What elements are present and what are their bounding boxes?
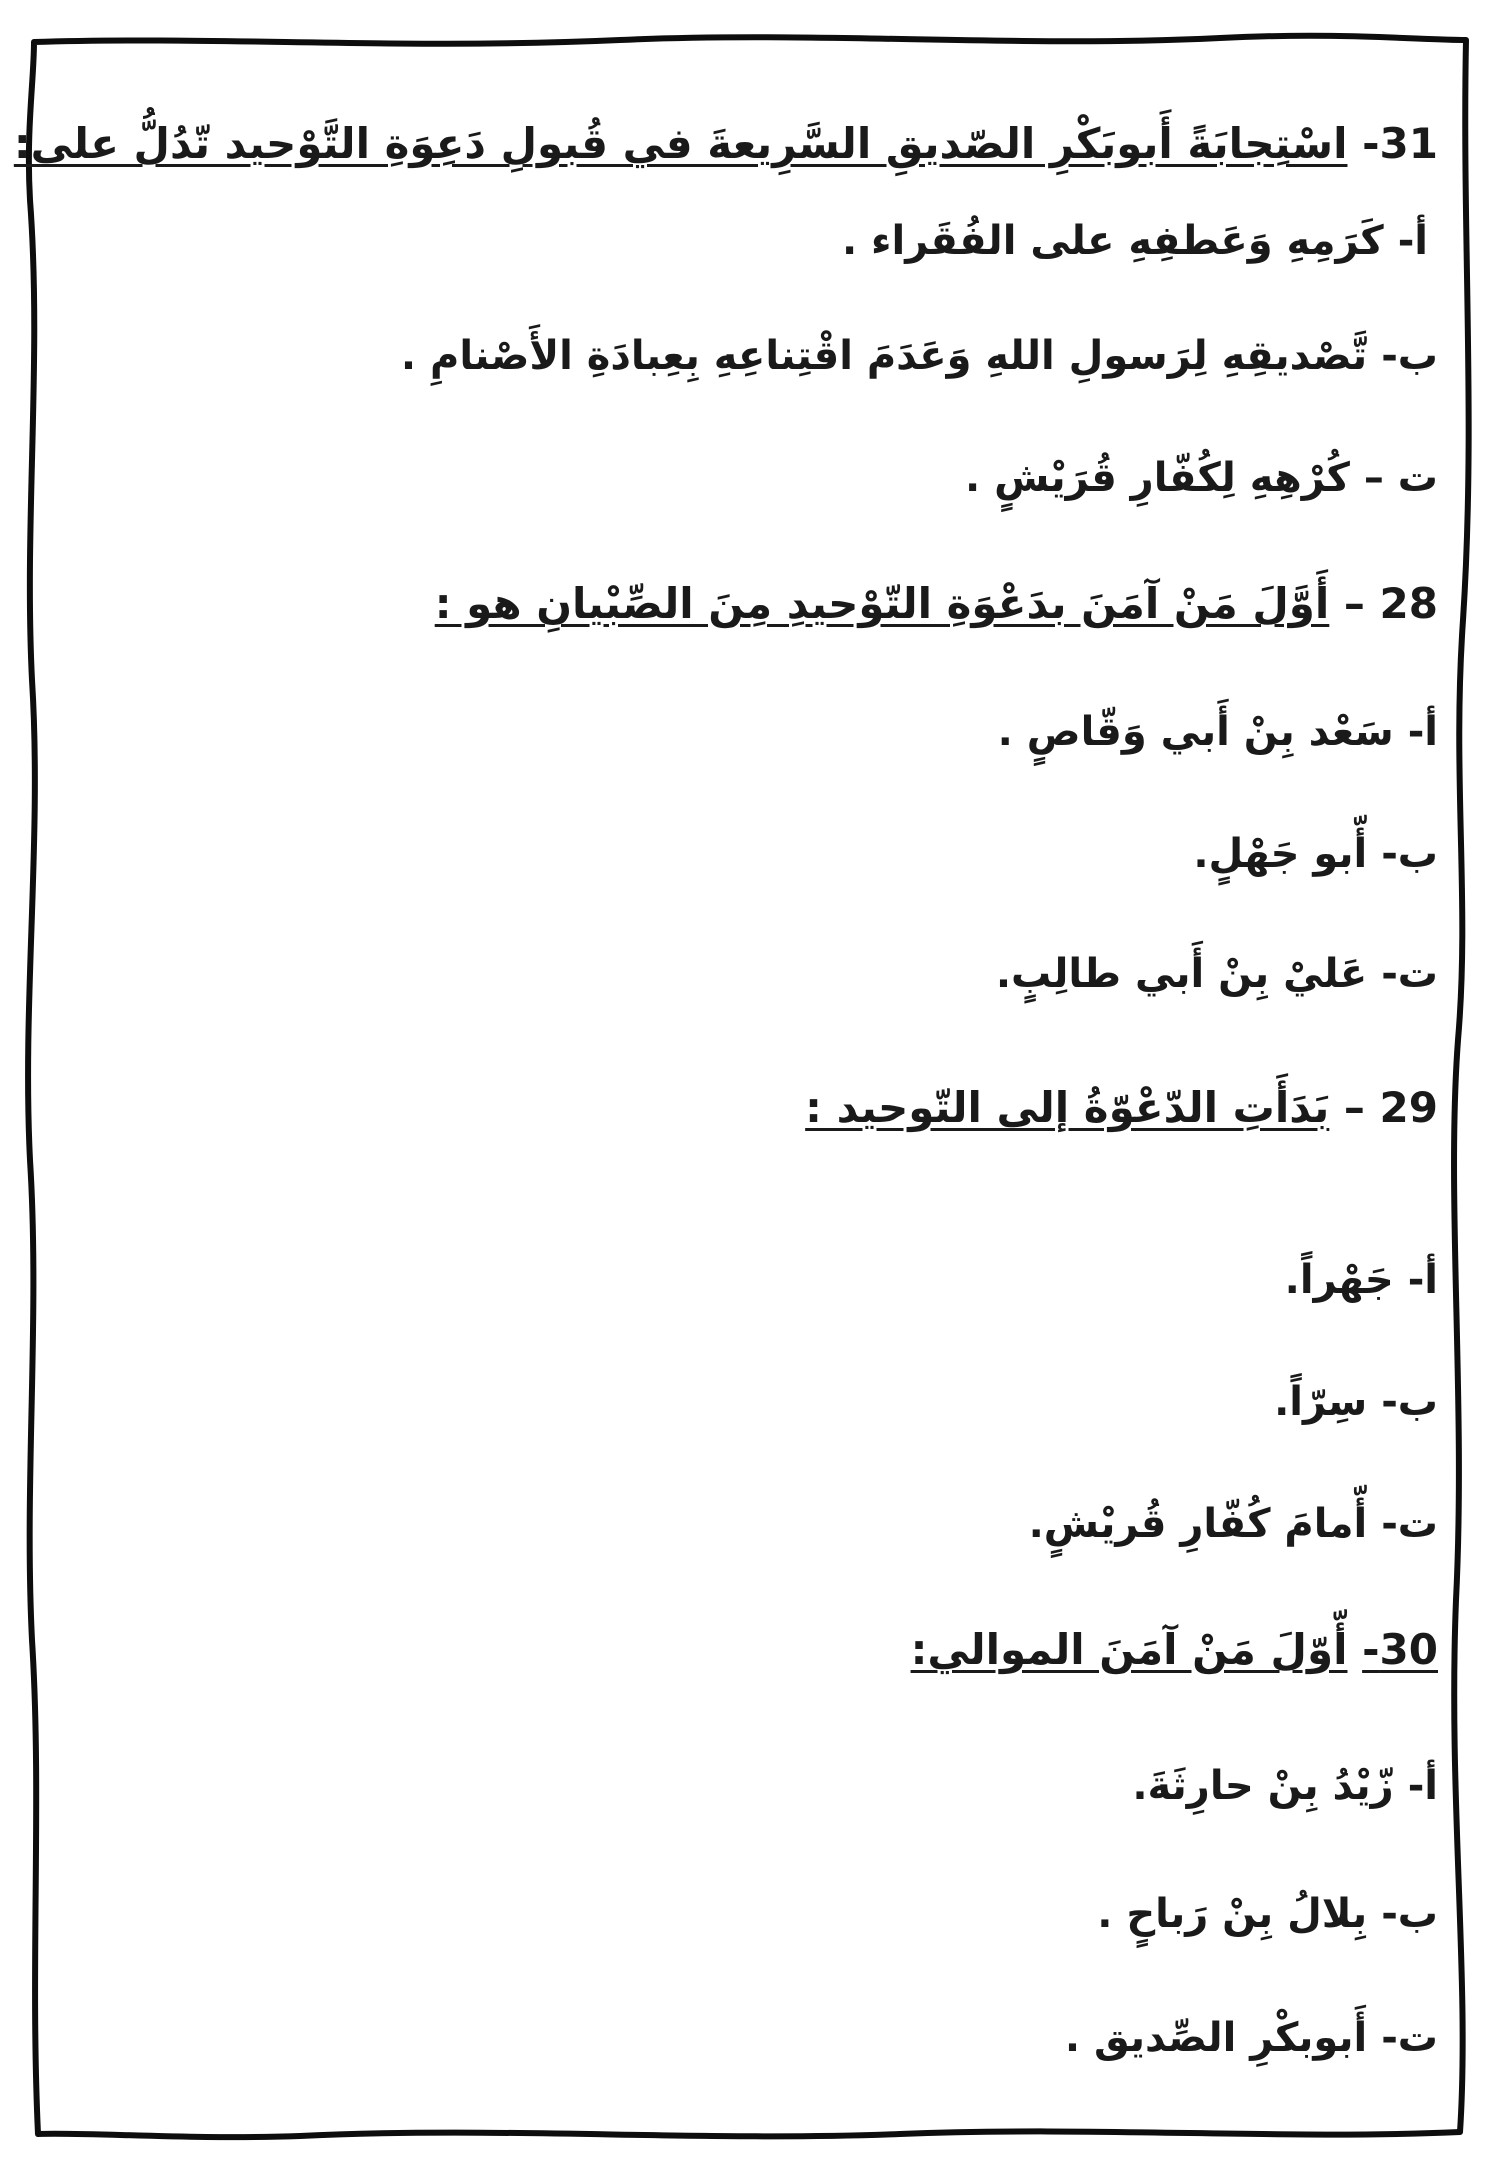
question-number: 29 – xyxy=(1343,1083,1438,1132)
option-text: عَليْ بِنْ أَبي طالِبٍ. xyxy=(995,951,1368,997)
option-text: أّمامَ كُفّارِ قُريْشٍ. xyxy=(1028,1501,1368,1547)
question-30-option-c xyxy=(1065,2012,1438,2064)
question-28-option-a xyxy=(998,706,1438,758)
option-text: تَّصْديقِهِ لِرَسولِ اللهِ وَعَدَمَ اقْتِناعِهِ بِعِبادَةِ الأَصْنامِ . xyxy=(400,333,1368,379)
option-letter: ب- xyxy=(1381,831,1438,877)
question-number: 28 – xyxy=(1343,579,1438,628)
option-letter: ب- xyxy=(1381,1891,1438,1937)
option-letter: ب- xyxy=(1381,333,1438,379)
question-28-option-c xyxy=(996,948,1438,1000)
option-text: زّيْدُ بِنْ حارِثَةَ. xyxy=(1132,1763,1394,1809)
question-29-option-a xyxy=(1285,1254,1438,1306)
question-30-option-b xyxy=(1097,1888,1438,1940)
option-letter: أ- xyxy=(1407,709,1438,755)
question-31-option-c xyxy=(965,452,1438,504)
question-31-option-a xyxy=(842,215,1428,267)
option-letter: ت- xyxy=(1381,1501,1438,1547)
question-number: 30- xyxy=(1362,1625,1438,1674)
option-text: أّبو جَهْلٍ. xyxy=(1193,831,1368,877)
option-letter: أ- xyxy=(1407,1763,1438,1809)
option-text: سِرّاً. xyxy=(1274,1379,1368,1425)
question-30-option-a xyxy=(1132,1760,1438,1812)
question-31-title xyxy=(14,118,1438,170)
question-29-title xyxy=(805,1082,1438,1134)
question-stem: أّوّلَ مَنْ آمَنَ الموالي: xyxy=(910,1625,1348,1674)
question-29-option-c xyxy=(1029,1498,1438,1550)
option-text: كَرَمِهِ وَعَطفِهِ على الفُقَراء . xyxy=(841,218,1384,264)
option-letter: أ- xyxy=(1407,1257,1438,1303)
question-30-title xyxy=(911,1624,1438,1676)
question-28-title xyxy=(435,578,1438,630)
question-28-option-b xyxy=(1193,828,1438,880)
question-stem: اسْتِجابَةً أَبوبَكْرِ الصّديقِ السَّرِيعةَ في قُبولِ دَعِوَةِ التَّوْحيد تّدُلُّ على: xyxy=(13,119,1348,168)
question-29-option-b xyxy=(1274,1376,1438,1428)
question-stem: بَدَأَتِ الدّعْوّةُ إلى التّوحيد : xyxy=(805,1083,1330,1132)
option-text: سَعْد بِنْ أَبي وَقّاصٍ . xyxy=(997,709,1394,755)
option-letter: ت – xyxy=(1363,455,1438,501)
option-letter: ت- xyxy=(1381,951,1438,997)
option-text: كُرْهِهِ لِكُفّارِ قُرَيْشٍ . xyxy=(965,455,1350,501)
question-stem: أَوَّلَ مَنْ آمَنَ بدَعْوَةِ التّوْحيدِ مِنَ الصِّبْيانِ هو : xyxy=(434,579,1330,628)
option-text: بِلالُ بِنْ رَباحٍ . xyxy=(1097,1891,1368,1937)
option-letter: أ- xyxy=(1397,218,1428,264)
option-letter: ب- xyxy=(1381,1379,1438,1425)
question-number: 31- xyxy=(1362,119,1438,168)
question-31-option-b xyxy=(401,330,1438,382)
option-text: جَهْراً. xyxy=(1284,1257,1394,1303)
option-letter: ت- xyxy=(1381,2015,1438,2061)
option-text: أَبوبكْرِ الصِّديق . xyxy=(1064,2015,1368,2061)
